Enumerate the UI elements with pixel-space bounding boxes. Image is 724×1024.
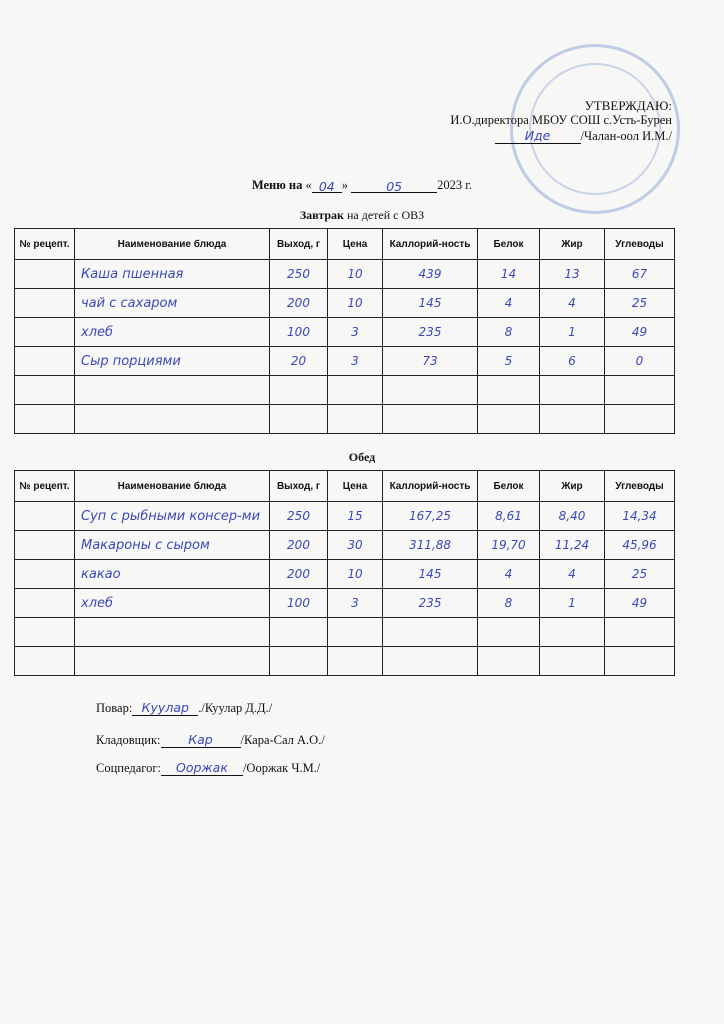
- calories-cell: [383, 647, 478, 676]
- cook-name: ./Куулар Д.Д./: [198, 701, 273, 715]
- yield-cell: [270, 618, 328, 647]
- yield-cell: 250: [270, 502, 328, 531]
- carbs-cell: 25: [605, 560, 675, 589]
- price-cell: 10: [328, 260, 383, 289]
- dish-name-cell: Макароны с сыром: [75, 531, 270, 560]
- dish-name-cell: [75, 618, 270, 647]
- table-row: [15, 405, 675, 434]
- recipe-number-cell: [15, 531, 75, 560]
- recipe-number-cell: [15, 376, 75, 405]
- price-cell: 3: [328, 589, 383, 618]
- lunch-header-row: [15, 471, 675, 502]
- recipe-number-cell: [15, 618, 75, 647]
- dish-name-cell: Суп с рыбными консер-ми: [75, 502, 270, 531]
- calories-cell: 167,25: [383, 502, 478, 531]
- yield-cell: 200: [270, 289, 328, 318]
- dish-name-cell: какао: [75, 560, 270, 589]
- fat-cell: [540, 405, 605, 434]
- social-teacher-signature-line: [96, 760, 320, 776]
- table-row: [15, 589, 675, 618]
- protein-cell: [478, 405, 540, 434]
- price-cell: 3: [328, 347, 383, 376]
- fat-cell: 13: [540, 260, 605, 289]
- menu-month: 05: [351, 179, 437, 193]
- calories-header: Каллорий-ность: [383, 471, 478, 502]
- recipe-number-cell: [15, 589, 75, 618]
- protein-cell: [478, 376, 540, 405]
- yield-cell: 100: [270, 589, 328, 618]
- protein-header: Белок: [478, 229, 540, 260]
- protein-cell: 19,70: [478, 531, 540, 560]
- carbs-cell: 0: [605, 347, 675, 376]
- price-header: Цена: [328, 229, 383, 260]
- protein-cell: 8,61: [478, 502, 540, 531]
- lunch-title-text: Обед: [348, 450, 376, 464]
- table-row: [15, 318, 675, 347]
- yield-header: Выход, г: [270, 229, 328, 260]
- price-cell: 15: [328, 502, 383, 531]
- table-row: [15, 560, 675, 589]
- fat-cell: 4: [540, 560, 605, 589]
- calories-cell: [383, 376, 478, 405]
- protein-header: Белок: [478, 471, 540, 502]
- price-cell: 3: [328, 318, 383, 347]
- protein-cell: [478, 618, 540, 647]
- social-teacher-role: Соцпедагог:: [96, 761, 161, 775]
- table-row: [15, 376, 675, 405]
- lunch-title: [0, 450, 724, 465]
- menu-day: 04: [312, 179, 342, 193]
- dish-name-cell: хлеб: [75, 318, 270, 347]
- approval-block: [450, 98, 672, 144]
- storekeeper-signature-line: [96, 732, 325, 748]
- carbs-cell: 67: [605, 260, 675, 289]
- dish-name-cell: [75, 376, 270, 405]
- protein-cell: 14: [478, 260, 540, 289]
- dish-name-cell: чай с сахаром: [75, 289, 270, 318]
- fat-cell: [540, 618, 605, 647]
- yield-cell: 20: [270, 347, 328, 376]
- cook-signature: Куулар: [132, 700, 198, 716]
- table-row: [15, 502, 675, 531]
- price-cell: [328, 405, 383, 434]
- carbs-cell: [605, 376, 675, 405]
- table-row: [15, 260, 675, 289]
- fat-cell: 4: [540, 289, 605, 318]
- menu-date-line: [0, 178, 724, 193]
- storekeeper-name: /Кара-Сал А.О./: [240, 733, 325, 747]
- recipe-number-header: № рецепт.: [15, 229, 75, 260]
- protein-cell: 8: [478, 589, 540, 618]
- storekeeper-role: Кладовщик:: [96, 733, 161, 747]
- recipe-number-cell: [15, 289, 75, 318]
- lunch-table: [14, 470, 675, 676]
- carbs-cell: 14,34: [605, 502, 675, 531]
- breakfast-title-rest: на детей с ОВЗ: [346, 208, 425, 222]
- menu-label: Меню на: [251, 178, 303, 192]
- fat-cell: [540, 647, 605, 676]
- table-row: [15, 347, 675, 376]
- recipe-number-cell: [15, 347, 75, 376]
- protein-cell: 4: [478, 289, 540, 318]
- table-row: [15, 618, 675, 647]
- carbs-cell: [605, 647, 675, 676]
- approval-title: УТВЕРЖДАЮ:: [584, 98, 672, 113]
- dish-name-cell: Сыр порциями: [75, 347, 270, 376]
- calories-cell: 73: [383, 347, 478, 376]
- price-cell: 30: [328, 531, 383, 560]
- yield-header: Выход, г: [270, 471, 328, 502]
- fat-cell: 6: [540, 347, 605, 376]
- recipe-number-header: № рецепт.: [15, 471, 75, 502]
- breakfast-title: [0, 208, 724, 223]
- yield-cell: [270, 376, 328, 405]
- yield-cell: 200: [270, 531, 328, 560]
- carbs-cell: 49: [605, 589, 675, 618]
- recipe-number-cell: [15, 647, 75, 676]
- table-row: [15, 647, 675, 676]
- yield-cell: 250: [270, 260, 328, 289]
- recipe-number-cell: [15, 405, 75, 434]
- cook-role: Повар:: [96, 701, 133, 715]
- fat-cell: [540, 376, 605, 405]
- dish-name-cell: хлеб: [75, 589, 270, 618]
- calories-cell: 311,88: [383, 531, 478, 560]
- breakfast-title-bold: Завтрак: [299, 208, 344, 222]
- protein-cell: 5: [478, 347, 540, 376]
- fat-header: Жир: [540, 229, 605, 260]
- approval-signature-line: [450, 128, 672, 144]
- yield-cell: [270, 647, 328, 676]
- price-cell: 10: [328, 560, 383, 589]
- yield-cell: 200: [270, 560, 328, 589]
- social-teacher-name: /Ооржак Ч.М./: [242, 761, 321, 775]
- calories-cell: 235: [383, 589, 478, 618]
- menu-year: 2023 г.: [437, 178, 473, 192]
- open-quote: «: [305, 178, 312, 192]
- price-cell: [328, 376, 383, 405]
- carbs-cell: 49: [605, 318, 675, 347]
- storekeeper-signature: Кар: [161, 732, 241, 748]
- table-row: [15, 289, 675, 318]
- dish-name-header: Наименование блюда: [75, 229, 270, 260]
- dish-name-cell: [75, 405, 270, 434]
- calories-cell: [383, 618, 478, 647]
- fat-cell: 11,24: [540, 531, 605, 560]
- price-header: Цена: [328, 471, 383, 502]
- yield-cell: [270, 405, 328, 434]
- calories-header: Каллорий-ность: [383, 229, 478, 260]
- dish-name-header: Наименование блюда: [75, 471, 270, 502]
- dish-name-cell: [75, 647, 270, 676]
- recipe-number-cell: [15, 318, 75, 347]
- carbs-header: Углеводы: [605, 471, 675, 502]
- director-name: /Чалан-оол И.М./: [580, 129, 672, 143]
- table-row: [15, 531, 675, 560]
- price-cell: [328, 647, 383, 676]
- carbs-cell: 45,96: [605, 531, 675, 560]
- carbs-cell: [605, 405, 675, 434]
- cook-signature-line: [96, 700, 272, 716]
- fat-cell: 1: [540, 589, 605, 618]
- breakfast-table: [14, 228, 675, 434]
- price-cell: 10: [328, 289, 383, 318]
- calories-cell: [383, 405, 478, 434]
- carbs-header: Углеводы: [605, 229, 675, 260]
- carbs-cell: [605, 618, 675, 647]
- calories-cell: 145: [383, 560, 478, 589]
- calories-cell: 439: [383, 260, 478, 289]
- fat-cell: 1: [540, 318, 605, 347]
- close-quote: »: [341, 178, 349, 192]
- fat-header: Жир: [540, 471, 605, 502]
- protein-cell: 4: [478, 560, 540, 589]
- social-teacher-signature: Ооржак: [161, 760, 243, 776]
- director-signature: Иде: [495, 128, 581, 144]
- recipe-number-cell: [15, 560, 75, 589]
- fat-cell: 8,40: [540, 502, 605, 531]
- approval-position: И.О.директора МБОУ СОШ с.Усть-Бурен: [450, 113, 672, 127]
- protein-cell: [478, 647, 540, 676]
- dish-name-cell: Каша пшенная: [75, 260, 270, 289]
- recipe-number-cell: [15, 260, 75, 289]
- yield-cell: 100: [270, 318, 328, 347]
- recipe-number-cell: [15, 502, 75, 531]
- breakfast-header-row: [15, 229, 675, 260]
- calories-cell: 235: [383, 318, 478, 347]
- protein-cell: 8: [478, 318, 540, 347]
- price-cell: [328, 618, 383, 647]
- carbs-cell: 25: [605, 289, 675, 318]
- calories-cell: 145: [383, 289, 478, 318]
